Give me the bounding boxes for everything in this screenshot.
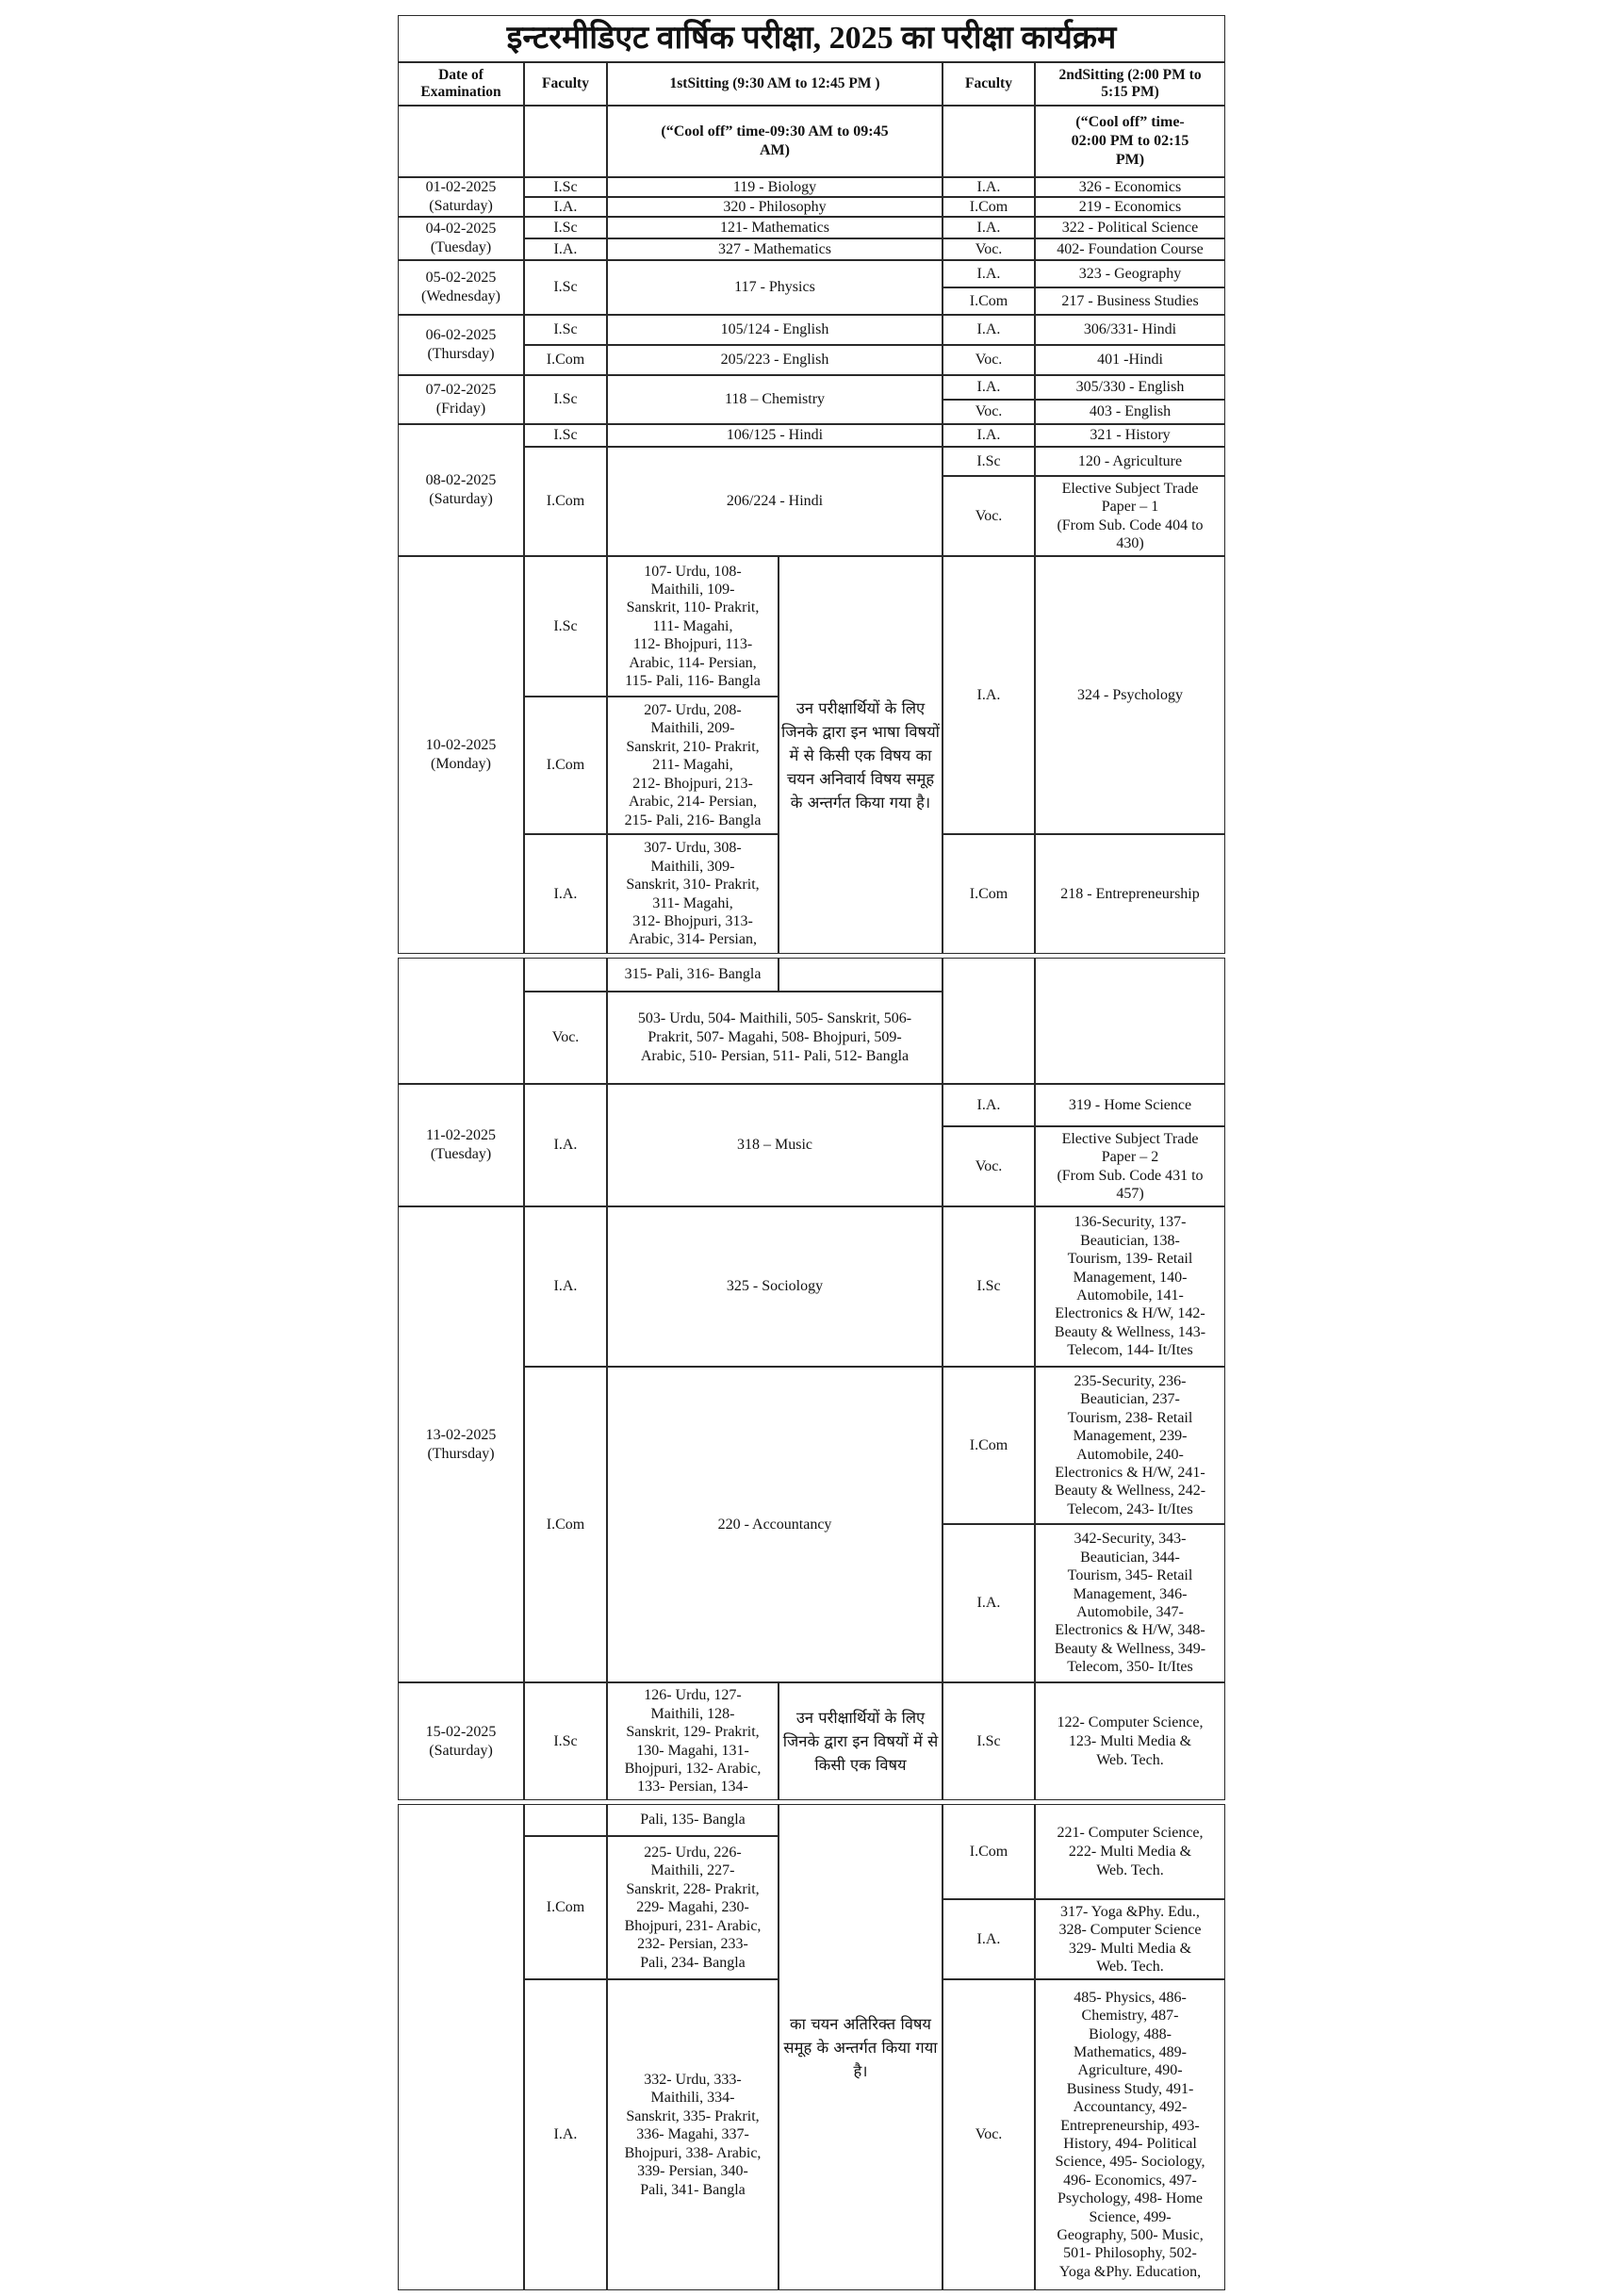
- faculty-second-1502-voc: Voc.: [943, 1979, 1035, 2290]
- faculty-continuation-1002: [524, 958, 607, 992]
- header-second-sitting: 2ndSitting (2:00 PM to 5:15 PM): [1035, 62, 1225, 106]
- subject-second-1302-1: 235-Security, 236- Beautician, 237- Tourism, 238- Retail Management, 239- Automobile, 240- Electronics & H/W, 241- Beauty & Wellness, 242- Telecom, 243- It/Ites: [1035, 1367, 1225, 1524]
- subject-first-0102-1: 320 - Philosophy: [607, 197, 943, 217]
- subject-second-0802-2: Elective Subject Trade Paper – 1 (From Sub. Code 404 to 430): [1035, 476, 1225, 556]
- faculty2-continuation-1002: [943, 958, 1035, 1084]
- faculty-second-1502: I.Sc: [943, 1682, 1035, 1800]
- subject-second-1502-voc: 485- Physics, 486- Chemistry, 487- Biology, 488- Mathematics, 489- Agriculture, 490- Business Study, 491- Accountancy, 492- Entrepreneurship, 493- History, 494- Political Science, 495- Sociology, 496- Economics, 497- Psychology, 498- Home Science, 499- Geography, 500- Music, 501- Philosophy, 502- Yoga &Phy. Education,: [1035, 1979, 1225, 2290]
- language-note-1502-top: उन परीक्षार्थियों के लिए जिनके द्वारा इन विषयों में से किसी एक विषय: [779, 1682, 943, 1800]
- faculty-second-1102-0: I.A.: [943, 1084, 1035, 1126]
- subject-second-0802-1: 120 - Agriculture: [1035, 447, 1225, 476]
- faculty-second-0602-1: Voc.: [943, 345, 1035, 375]
- subject-first-0402-0: 121- Mathematics: [607, 217, 943, 238]
- exam-date-0702: 07-02-2025 (Friday): [398, 375, 524, 424]
- faculty-second-1302-0: I.Sc: [943, 1206, 1035, 1367]
- faculty-second-0102-0: I.A.: [943, 177, 1035, 197]
- faculty-second-1002-1: I.Com: [943, 834, 1035, 954]
- subject-second-1002-0: 324 - Psychology: [1035, 556, 1225, 834]
- faculty-first-1002-1: I.Com: [524, 697, 607, 834]
- subject-second-0102-0: 326 - Economics: [1035, 177, 1225, 197]
- exam-date-1502: 15-02-2025 (Saturday): [398, 1682, 524, 1800]
- cooloff-faculty2-blank: [943, 106, 1035, 177]
- header-date: Date of Examination: [398, 62, 524, 106]
- subject-first-1002-0: 107- Urdu, 108- Maithili, 109- Sanskrit, 110- Prakrit, 111- Magahi, 112- Bhojpuri, 113- Arabic, 114- Persian, 115- Pali, 116- Bangla: [607, 556, 779, 697]
- exam-date-1002: 10-02-2025 (Monday): [398, 556, 524, 954]
- faculty-first-1502: I.Sc: [524, 1682, 607, 1800]
- subject-second-0402-0: 322 - Political Science: [1035, 217, 1225, 238]
- subject-first-1102: 318 – Music: [607, 1084, 943, 1206]
- subject-first-1502-icom: 225- Urdu, 226- Maithili, 227- Sanskrit, 228- Prakrit, 229- Magahi, 230- Bhojpuri, 231- Arabic, 232- Persian, 233- Pali, 234- Bangla: [607, 1836, 779, 1979]
- faculty-second-0802-0: I.A.: [943, 424, 1035, 447]
- faculty-second-1102-1: Voc.: [943, 1126, 1035, 1206]
- subject-first-1502: 126- Urdu, 127- Maithili, 128- Sanskrit, 129- Prakrit, 130- Magahi, 131- Bhojpuri, 132- Arabic, 133- Persian, 134-: [607, 1682, 779, 1800]
- exam-date-1102: 11-02-2025 (Tuesday): [398, 1084, 524, 1206]
- subject-first-0602-0: 105/124 - English: [607, 315, 943, 345]
- faculty-first-0502: I.Sc: [524, 260, 607, 315]
- subject-second-1302-2: 342-Security, 343- Beautician, 344- Tourism, 345- Retail Management, 346- Automobile, 347- Electronics & H/W, 348- Beauty & Wellness, 349- Telecom, 350- It/Ites: [1035, 1524, 1225, 1682]
- faculty-second-0702-0: I.A.: [943, 375, 1035, 400]
- faculty-second-0802-1: I.Sc: [943, 447, 1035, 476]
- faculty-first-0102-1: I.A.: [524, 197, 607, 217]
- subject-first-0702: 118 – Chemistry: [607, 375, 943, 424]
- faculty-first-0802-1: I.Com: [524, 447, 607, 556]
- faculty-second-0502-0: I.A.: [943, 260, 1035, 287]
- exam-date-1302: 13-02-2025 (Thursday): [398, 1206, 524, 1682]
- subject-second-1502-icom: 221- Computer Science, 222- Multi Media & Web. Tech.: [1035, 1804, 1225, 1899]
- exam-date-0102: 01-02-2025 (Saturday): [398, 177, 524, 217]
- subject-continuation-1502: Pali, 135- Bangla: [607, 1804, 779, 1836]
- faculty-second-0502-1: I.Com: [943, 287, 1035, 315]
- faculty-second-1002-0: I.A.: [943, 556, 1035, 834]
- faculty-first-1102: I.A.: [524, 1084, 607, 1206]
- date-continuation-1502: [398, 1804, 524, 2290]
- subject-first-1002-2: 307- Urdu, 308- Maithili, 309- Sanskrit, 310- Prakrit, 311- Magahi, 312- Bhojpuri, 313- Arabic, 314- Persian,: [607, 834, 779, 954]
- faculty-first-0402-1: I.A.: [524, 238, 607, 260]
- subject-second-1002-1: 218 - Entrepreneurship: [1035, 834, 1225, 954]
- faculty-first-1502-icom: I.Com: [524, 1836, 607, 1979]
- faculty-first-1502-ia: I.A.: [524, 1979, 607, 2290]
- exam-date-0402: 04-02-2025 (Tuesday): [398, 217, 524, 260]
- subject2-continuation-1002: [1035, 958, 1225, 1084]
- subject-second-0602-0: 306/331- Hindi: [1035, 315, 1225, 345]
- subject-second-0702-0: 305/330 - English: [1035, 375, 1225, 400]
- subject-second-1102-1: Elective Subject Trade Paper – 2 (From Sub. Code 431 to 457): [1035, 1126, 1225, 1206]
- faculty-first-1002-2: I.A.: [524, 834, 607, 954]
- subject-first-1302-0: 325 - Sociology: [607, 1206, 943, 1367]
- faculty-first-1302-0: I.A.: [524, 1206, 607, 1367]
- language-note-1002: उन परीक्षार्थियों के लिए जिनके द्वारा इन भाषा विषयों में से किसी एक विषय का चयन अनिवार्य विषय समूह के अन्तर्गत किया गया है।: [779, 556, 943, 954]
- subject-second-1502-ia: 317- Yoga &Phy. Edu., 328- Computer Science 329- Multi Media & Web. Tech.: [1035, 1899, 1225, 1979]
- faculty-first-0102-0: I.Sc: [524, 177, 607, 197]
- cooloff-second: (“Cool off” time- 02:00 PM to 02:15 PM): [1035, 106, 1225, 177]
- subject-second-0502-0: 323 - Geography: [1035, 260, 1225, 287]
- exam-date-0502: 05-02-2025 (Wednesday): [398, 260, 524, 315]
- subject-second-1502: 122- Computer Science, 123- Multi Media & Web. Tech.: [1035, 1682, 1225, 1800]
- header-faculty-first: Faculty: [524, 62, 607, 106]
- subject-first-0102-0: 119 - Biology: [607, 177, 943, 197]
- subject-first-0802-0: 106/125 - Hindi: [607, 424, 943, 447]
- subject-first-0402-1: 327 - Mathematics: [607, 238, 943, 260]
- subject-first-0502: 117 - Physics: [607, 260, 943, 315]
- faculty-continuation-1502: [524, 1804, 607, 1836]
- subject-second-0602-1: 401 -Hindi: [1035, 345, 1225, 375]
- subject-first-1002-voc: 503- Urdu, 504- Maithili, 505- Sanskrit, 506- Prakrit, 507- Magahi, 508- Bhojpuri, 509- Arabic, 510- Persian, 511- Pali, 512- Bangla: [607, 992, 943, 1084]
- cooloff-faculty-blank: [524, 106, 607, 177]
- header-first-sitting: 1stSitting (9:30 AM to 12:45 PM ): [607, 62, 943, 106]
- subject-second-1102-0: 319 - Home Science: [1035, 1084, 1225, 1126]
- subject-second-1302-0: 136-Security, 137- Beautician, 138- Tourism, 139- Retail Management, 140- Automobile, 141- Electronics & H/W, 142- Beauty & Wellness, 143- Telecom, 144- It/Ites: [1035, 1206, 1225, 1367]
- faculty-first-1002-voc: Voc.: [524, 992, 607, 1084]
- cooloff-date-blank: [398, 106, 524, 177]
- exam-date-0802: 08-02-2025 (Saturday): [398, 424, 524, 556]
- cooloff-first: (“Cool off” time-09:30 AM to 09:45 AM): [607, 106, 943, 177]
- faculty-first-0802-0: I.Sc: [524, 424, 607, 447]
- faculty-second-0602-0: I.A.: [943, 315, 1035, 345]
- header-faculty-second: Faculty: [943, 62, 1035, 106]
- faculty-second-0402-1: Voc.: [943, 238, 1035, 260]
- subject-second-0802-0: 321 - History: [1035, 424, 1225, 447]
- subject-first-1302-1: 220 - Accountancy: [607, 1367, 943, 1682]
- faculty-second-0102-1: I.Com: [943, 197, 1035, 217]
- subject-first-0802-1: 206/224 - Hindi: [607, 447, 943, 556]
- faculty-first-0702: I.Sc: [524, 375, 607, 424]
- subject-second-0402-1: 402- Foundation Course: [1035, 238, 1225, 260]
- faculty-first-0602-0: I.Sc: [524, 315, 607, 345]
- faculty-second-0802-2: Voc.: [943, 476, 1035, 556]
- faculty-first-1302-1: I.Com: [524, 1367, 607, 1682]
- subject-second-0102-1: 219 - Economics: [1035, 197, 1225, 217]
- faculty-second-0702-1: Voc.: [943, 400, 1035, 424]
- faculty-second-1302-2: I.A.: [943, 1524, 1035, 1682]
- faculty-first-1002-0: I.Sc: [524, 556, 607, 697]
- exam-date-0602: 06-02-2025 (Thursday): [398, 315, 524, 375]
- faculty-second-0402-0: I.A.: [943, 217, 1035, 238]
- subject-second-0702-1: 403 - English: [1035, 400, 1225, 424]
- faculty-second-1502-icom: I.Com: [943, 1804, 1035, 1899]
- faculty-second-1502-ia: I.A.: [943, 1899, 1035, 1979]
- faculty-first-0602-1: I.Com: [524, 345, 607, 375]
- faculty-second-1302-1: I.Com: [943, 1367, 1035, 1524]
- subject-second-0502-1: 217 - Business Studies: [1035, 287, 1225, 315]
- note-continuation-1002: [779, 958, 943, 992]
- subject-continuation-1002: 315- Pali, 316- Bangla: [607, 958, 779, 992]
- document-title: इन्टरमीडिएट वार्षिक परीक्षा, 2025 का परीक्षा कार्यक्रम: [398, 15, 1225, 62]
- faculty-first-0402-0: I.Sc: [524, 217, 607, 238]
- subject-first-1502-ia: 332- Urdu, 333- Maithili, 334- Sanskrit, 335- Prakrit, 336- Magahi, 337- Bhojpuri, 338- Arabic, 339- Persian, 340- Pali, 341- Bangla: [607, 1979, 779, 2290]
- date-continuation-1002: [398, 958, 524, 1084]
- language-note-1502-bottom: का चयन अतिरिक्त विषय समूह के अन्तर्गत किया गया है।: [779, 1804, 943, 2290]
- subject-first-1002-1: 207- Urdu, 208- Maithili, 209- Sanskrit, 210- Prakrit, 211- Magahi, 212- Bhojpuri, 213- Arabic, 214- Persian, 215- Pali, 216- Bangla: [607, 697, 779, 834]
- subject-first-0602-1: 205/223 - English: [607, 345, 943, 375]
